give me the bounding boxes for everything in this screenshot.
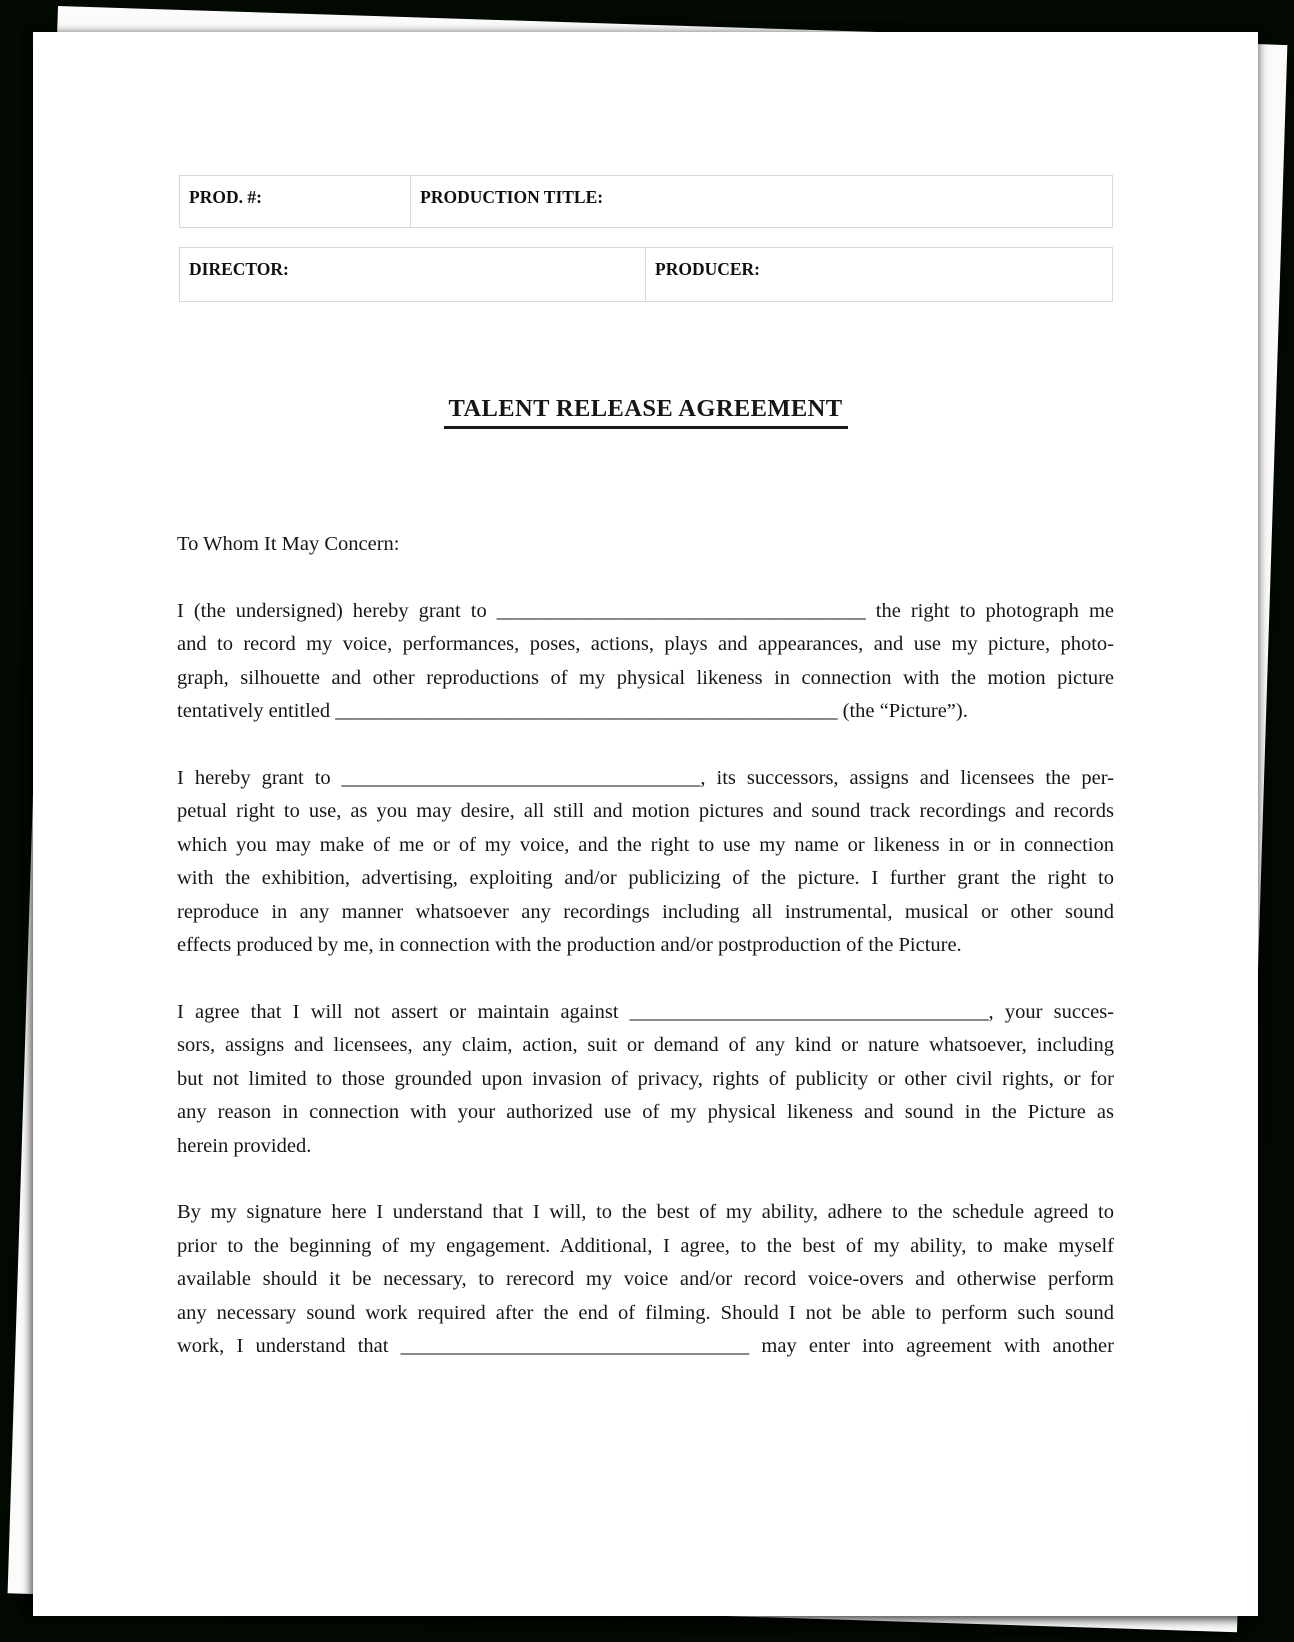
paragraph-line: I hereby grant to ___________________________________, its successors, assigns and licensees the per-: [177, 766, 1114, 789]
paragraph-line: herein provided.: [177, 1134, 312, 1157]
document-body: [177, 528, 1114, 1364]
paragraph-line: any necessary sound work required after the end of filming. Should I not be able to perform such sound: [177, 1301, 1114, 1324]
paragraph: [177, 1196, 1114, 1364]
director-cell: [180, 248, 646, 301]
paragraph-line: prior to the beginning of my engagement. Additional, I agree, to the best of my ability, to make myself: [177, 1234, 1114, 1257]
paragraph-line: any reason in connection with your authorized use of my physical likeness and sound in the Picture as: [177, 1101, 1114, 1123]
producer-cell: [646, 248, 1112, 301]
paragraph-line: with the exhibition, advertising, exploiting and/or publicizing of the picture. I further grant the right to: [177, 867, 1114, 889]
prod-number-label: PROD. #:: [189, 187, 262, 207]
paragraph-line: and to record my voice, performances, poses, actions, plays and appearances, and use my picture, photo-: [177, 633, 1114, 655]
paragraph-line: graph, silhouette and other reproductions of my physical likeness in connection with the motion picture: [177, 666, 1114, 689]
producer-label: PRODUCER:: [655, 259, 760, 279]
production-title-cell: [411, 176, 1112, 227]
paragraph-line: reproduce in any manner whatsoever any recordings including all instrumental, musical or other sound: [177, 900, 1114, 923]
paragraph-line: effects produced by me, in connection with the production and/or postproduction of the Picture.: [177, 934, 962, 956]
paragraph: [177, 595, 1114, 729]
document-page: [33, 32, 1258, 1616]
paragraph-line: but not limited to those grounded upon invasion of privacy, rights of publicity or other civil rights, or for: [177, 1067, 1114, 1090]
paragraph-line: tentatively entitled _________________________________________________ (the “Picture”).: [177, 700, 968, 722]
paragraph-line: which you may make of me or of my voice, and the right to use my name or likeness in or in connection: [177, 833, 1114, 856]
paragraph-line: work, I understand that __________________________________ may enter into agreement with another: [177, 1335, 1114, 1357]
document-title: TALENT RELEASE AGREEMENT: [444, 395, 848, 429]
paragraph: [177, 996, 1114, 1164]
paragraph-line: petual right to use, as you may desire, all still and motion pictures and sound track recordings and records: [177, 800, 1114, 822]
paragraph: [177, 762, 1114, 963]
production-title-label: PRODUCTION TITLE:: [420, 187, 604, 207]
paragraph-line: available should it be necessary, to rerecord my voice and/or record voice-overs and otherwise perform: [177, 1268, 1114, 1290]
table-row: [179, 247, 1113, 302]
paragraph-line: sors, assigns and licensees, any claim, action, suit or demand of any kind or nature whatsoever, including: [177, 1034, 1114, 1056]
paragraph-line: I (the undersigned) hereby grant to ____________________________________ the right to photograph me: [177, 599, 1114, 622]
prod-number-cell: [180, 176, 411, 227]
director-label: DIRECTOR:: [189, 259, 289, 279]
paragraph-line: I agree that I will not assert or maintain against ___________________________________, your succes-: [177, 1000, 1114, 1023]
title-row: [177, 395, 1114, 429]
paragraph-line: By my signature here I understand that I will, to the best of my ability, adhere to the schedule agreed to: [177, 1201, 1114, 1223]
paragraphs-container: [177, 595, 1114, 1364]
production-info-tables: [179, 175, 1113, 302]
salutation-line: To Whom It May Concern:: [177, 533, 400, 555]
table-row: [179, 175, 1113, 228]
